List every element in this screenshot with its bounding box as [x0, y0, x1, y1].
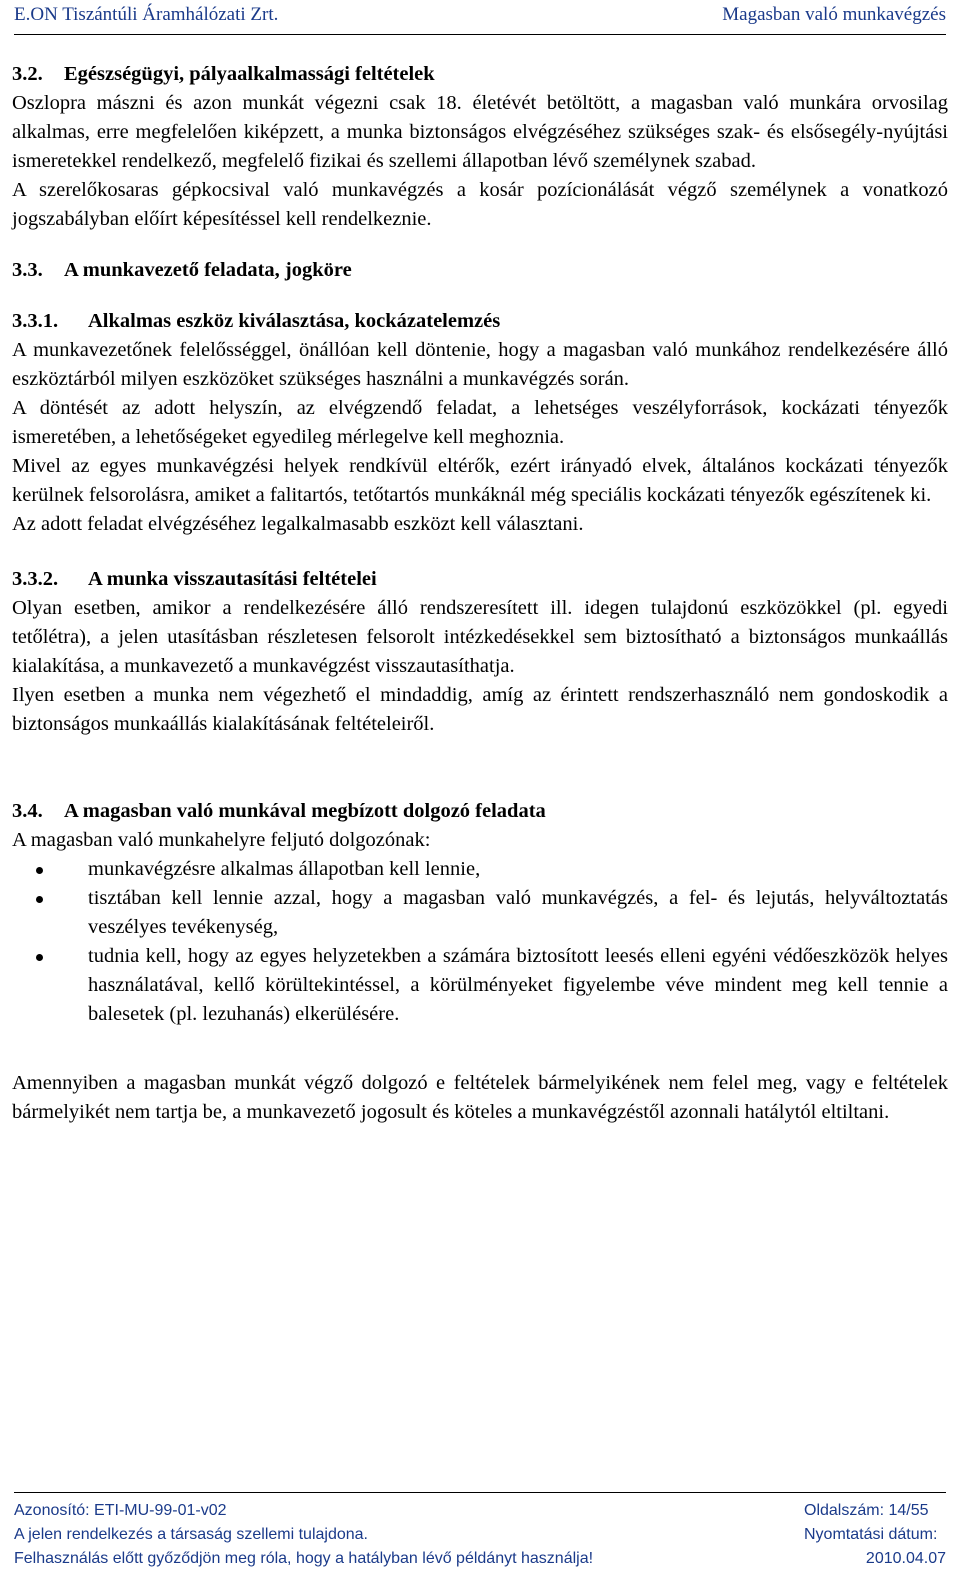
section-number: 3.2. [12, 63, 43, 85]
list-item [12, 855, 948, 884]
section-heading-3-2 [12, 60, 948, 89]
bullet-icon [36, 954, 43, 961]
list-item [12, 942, 948, 1029]
page-footer [14, 1492, 946, 1571]
bullet-icon [36, 896, 43, 903]
paragraph: A szerelőkosaras gépkocsival való munkavégzés a kosár pozícionálását végző személynek a vonatkozó jogszabályban előírt képesítéssel kell rendelkeznie. [12, 179, 948, 230]
list-item [12, 884, 948, 942]
paragraph: A döntését az adott helyszín, az elvégzendő feladat, a lehetséges veszélyforrások, kockázati tényezők ismeretében, a lehetőségeket egyedileg mérlegelve kell meghoznia. [12, 397, 948, 448]
section-title: Egészségügyi, pályaalkalmassági feltételek [64, 63, 435, 85]
section-title: A magasban való munkával megbízott dolgozó feladata [64, 800, 546, 822]
section-title: A munka visszautasítási feltételei [88, 568, 377, 590]
bullet-icon [36, 867, 43, 874]
section-heading-3-4 [12, 797, 948, 826]
company-name: E.ON Tiszántúli Áramhálózati Zrt. [14, 4, 279, 25]
ownership-note: A jelen rendelkezés a társaság szellemi tulajdona. [14, 1526, 368, 1543]
section-title: A munkavezető feladata, jogköre [64, 259, 352, 281]
list-item-text: tudnia kell, hogy az egyes helyzetekben a számára biztosított leesés elleni egyéni védőeszközök helyes használatával, kellő körültekintéssel, a körülményeket figyelembe véve mindent meg kell tennie a balesetek (pl. lezuhanás) elkerülésére. [88, 945, 948, 1025]
section-title: Alkalmas eszköz kiválasztása, kockázatelemzés [88, 310, 501, 332]
paragraph: Olyan esetben, amikor a rendelkezésére álló rendszeresített ill. idegen tulajdonú eszközökkel (pl. egyedi tetőlétra), a jelen utasításban részletesen felsorolt intézkedésekkel sem biztosítható a biztonságos munkaállás kialakítása, a munkavezető a munkavégzést visszautasíthatja. [12, 597, 948, 677]
document-title: Magasban való munkavégzés [722, 4, 946, 25]
list-item-text: tisztában kell lennie azzal, hogy a magasban való munkavégzés, a fel- és lejutás, helyváltoztatás veszélyes tevékenység, [88, 887, 948, 938]
section-number: 3.3.1. [12, 310, 59, 332]
paragraph: Az adott feladat elvégzéséhez legalkalmasabb eszközt kell választani. [12, 513, 584, 535]
paragraph: A magasban való munkahelyre feljutó dolgozónak: [12, 829, 431, 851]
bullet-list [12, 855, 948, 1029]
section-number: 3.3. [12, 259, 43, 281]
list-item-text: munkavégzésre alkalmas állapotban kell lennie, [88, 858, 481, 880]
paragraph: Amennyiben a magasban munkát végző dolgozó e feltételek bármelyikének nem felel meg, vagy e feltételek bármelyikét nem tartja be, a munkavezető jogosult és köteles a munkavégzéstől azonnali hatálytól eltiltani. [12, 1072, 948, 1123]
document-body [12, 60, 948, 1127]
section-heading-3-3-1 [12, 307, 948, 336]
paragraph: Oszlopra mászni és azon munkát végezni csak 18. életévét betöltött, a magasban való munkára orvosilag alkalmas, erre megfelelően kiképzett, a munka biztonságos elvégzéséhez szükséges szak- és elsősegély-nyújtási ismeretekkel rendelkező, megfelelő fizikai és szellemi állapotban lévő személynek szabad. [12, 92, 948, 172]
page-number: Oldalszám: 14/55 [804, 1502, 929, 1519]
print-date-label: Nyomtatási dátum: [804, 1526, 938, 1543]
paragraph: A munkavezetőnek felelősséggel, önállóan kell döntenie, hogy a magasban való munkához rendelkezésére álló eszköztárból milyen eszközöket szükséges használni a munkavégzés során. [12, 339, 948, 390]
section-number: 3.4. [12, 800, 43, 822]
page-header [14, 4, 946, 35]
version-warning: Felhasználás előtt győződjön meg róla, hogy a hatályban lévő példányt használja! [14, 1550, 594, 1567]
section-heading-3-3 [12, 256, 948, 285]
paragraph: Mivel az egyes munkavégzési helyek rendkívül eltérők, ezért irányadó elvek, általános kockázati tényezők kerülnek felsorolásra, amiket a falitartós, tetőtartós munkáknál még speciális kockázati tényezők egészítenek ki. [12, 455, 948, 506]
print-date: 2010.04.07 [865, 1550, 946, 1567]
section-heading-3-3-2 [12, 565, 948, 594]
section-number: 3.3.2. [12, 568, 59, 590]
paragraph: Ilyen esetben a munka nem végezhető el mindaddig, amíg az érintett rendszerhasználó nem gondoskodik a biztonságos munkaállás kialakításának feltételeiről. [12, 684, 948, 735]
document-id: Azonosító: ETI-MU-99-01-v02 [14, 1502, 227, 1519]
